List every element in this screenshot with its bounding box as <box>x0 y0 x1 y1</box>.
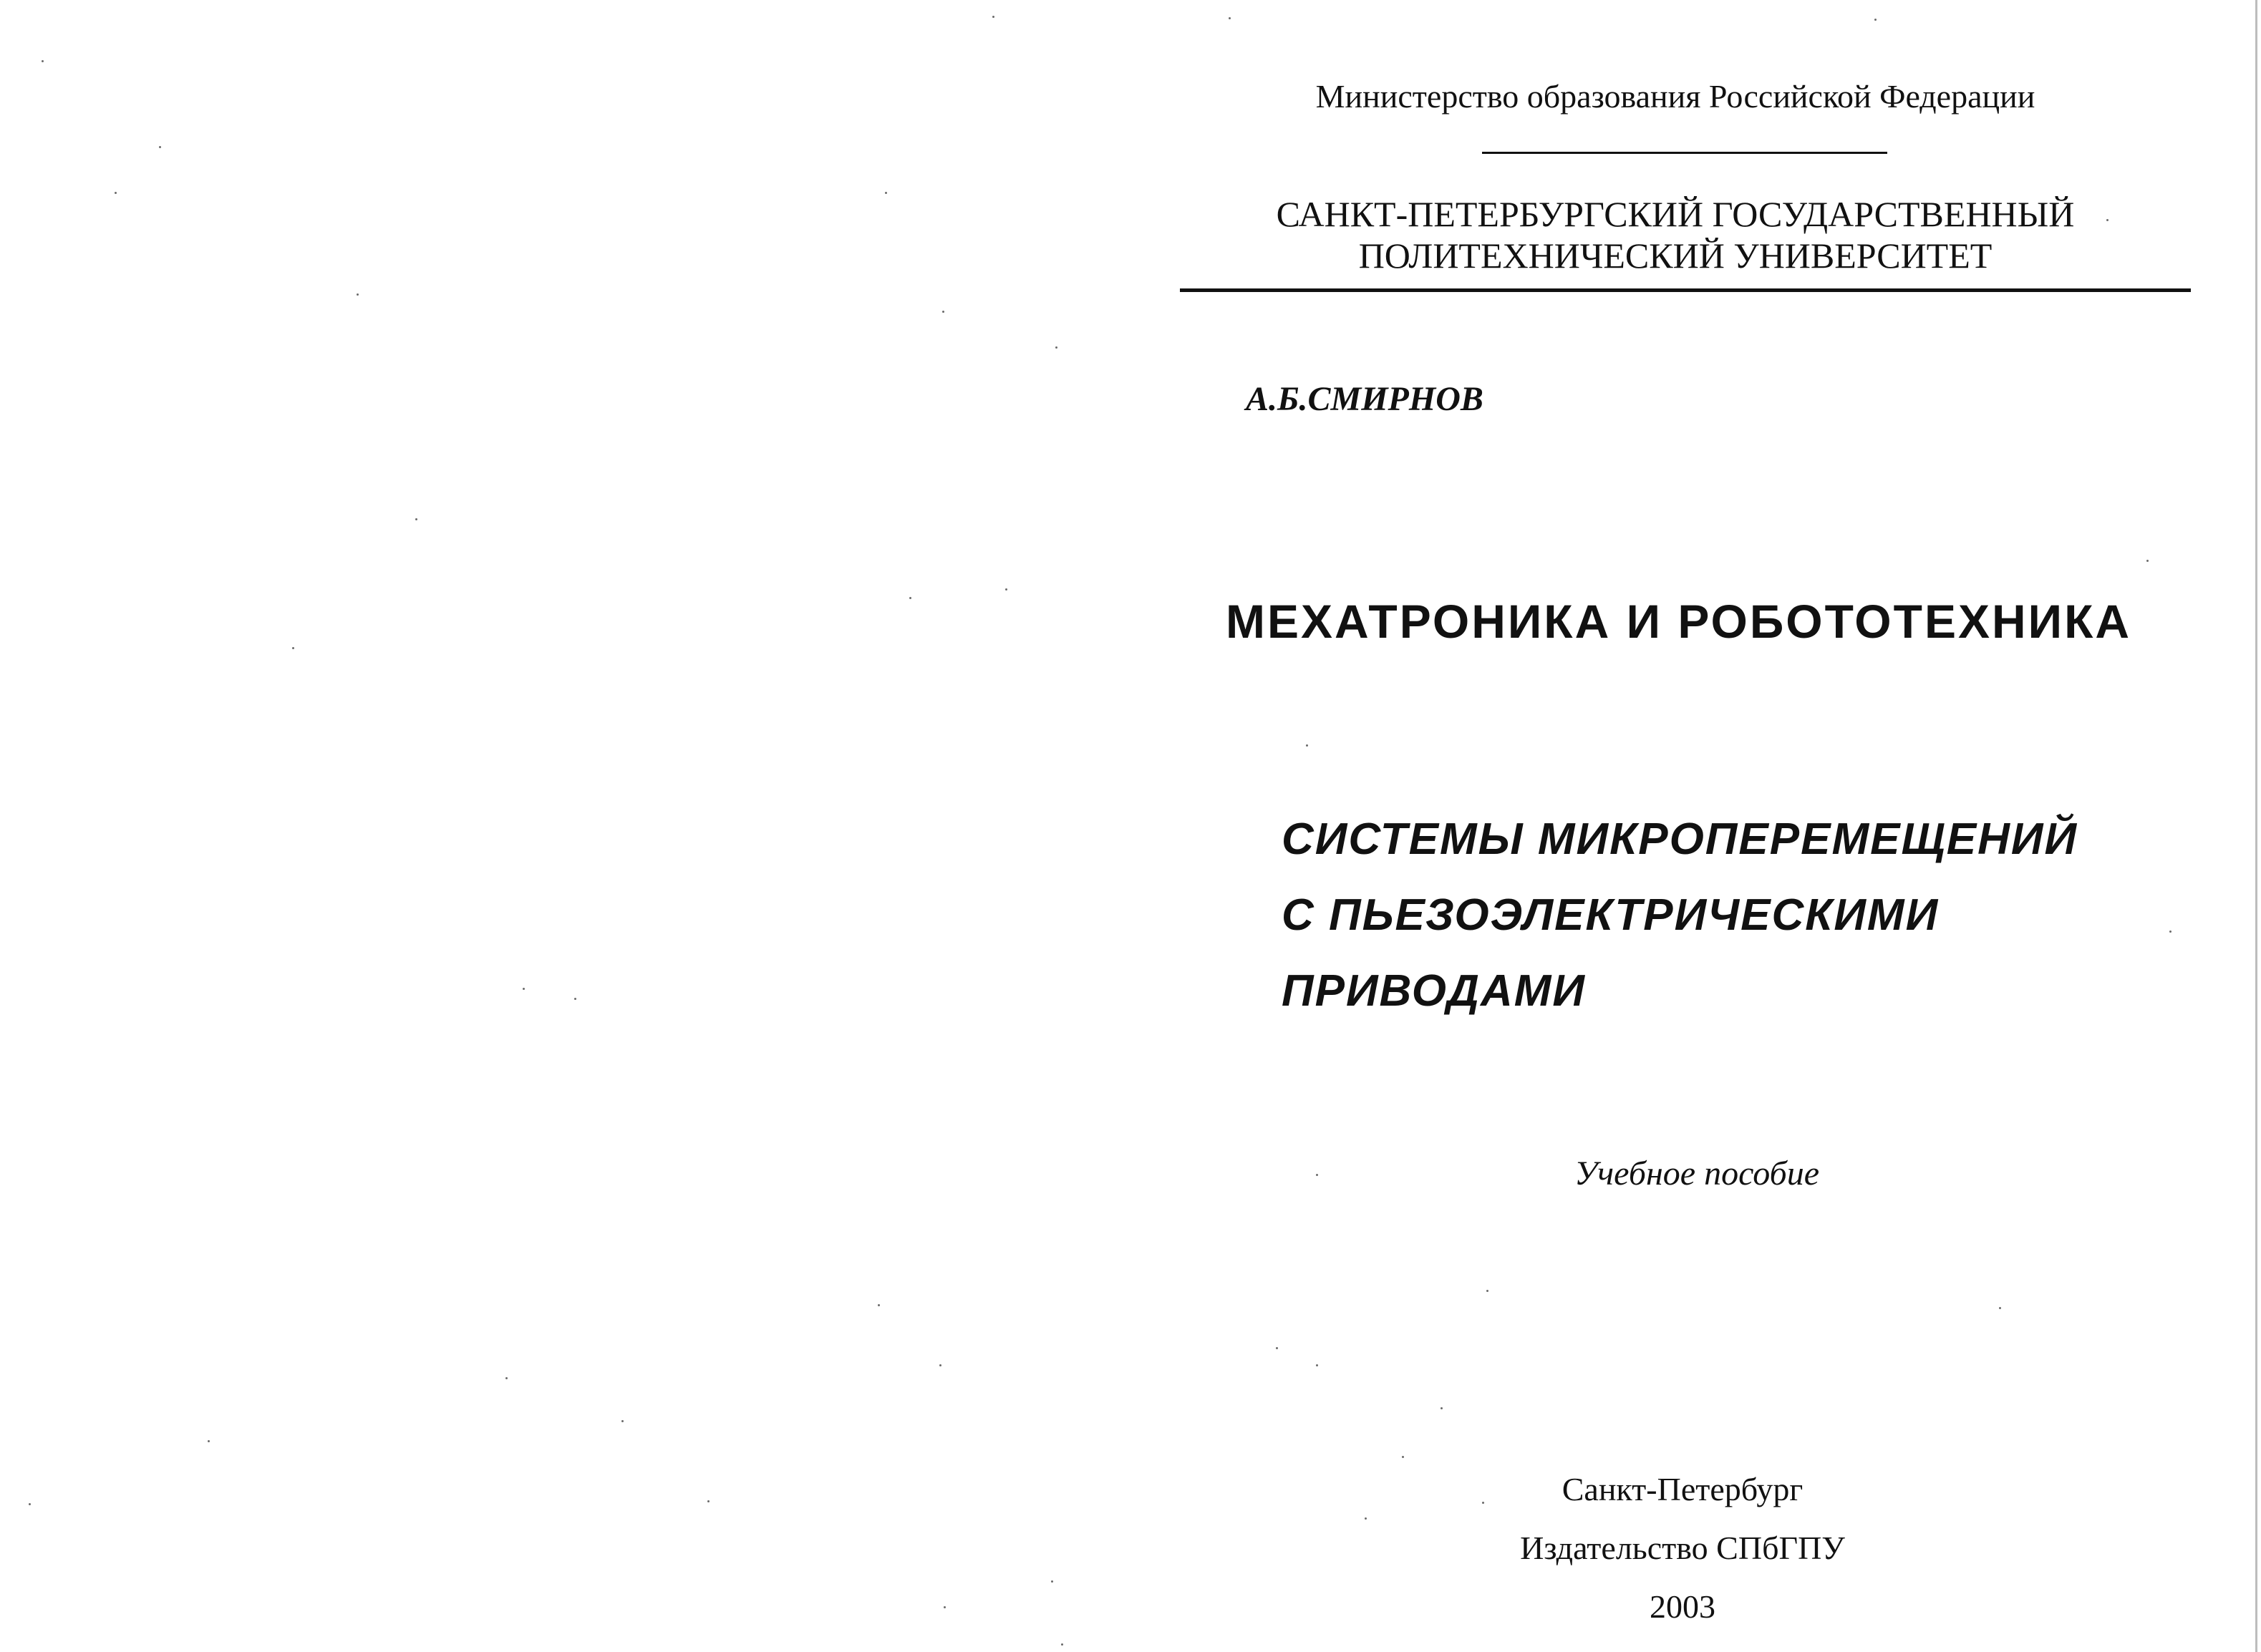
scan-speck <box>1874 19 1877 21</box>
imprint-city: Санкт-Петербург <box>1562 1471 1804 1507</box>
scan-speck <box>878 1304 880 1306</box>
book-title-line-2: С ПЬЕЗОЭЛЕКТРИЧЕСКИМИ <box>1282 890 1940 940</box>
scan-speck <box>1051 1580 1053 1583</box>
university-name <box>1246 193 2105 276</box>
scan-speck <box>885 192 887 194</box>
scan-speck <box>208 1440 210 1442</box>
scan-speck <box>505 1377 508 1379</box>
scan-speck <box>1365 1517 1367 1520</box>
book-title-line-3: ПРИВОДАМИ <box>1282 966 1586 1016</box>
scan-speck <box>1316 1364 1318 1366</box>
scan-speck <box>1402 1456 1404 1458</box>
scan-speck <box>2106 219 2109 221</box>
scan-speck <box>29 1503 31 1505</box>
scan-speck <box>42 60 44 62</box>
imprint-year: 2003 <box>1650 1588 1715 1625</box>
ministry-line: Министерство образования Российской Федерации <box>1315 78 2035 115</box>
scan-speck <box>707 1500 710 1502</box>
scan-speck <box>1276 1347 1278 1349</box>
scan-speck <box>942 311 944 313</box>
book-title <box>1282 802 2078 1029</box>
scan-speck <box>621 1420 624 1422</box>
scan-speck <box>1061 1643 1063 1646</box>
book-title-line-1: СИСТЕМЫ МИКРОПЕРЕМЕЩЕНИЙ <box>1282 815 2078 864</box>
scan-speck <box>415 518 417 520</box>
university-line-2: ПОЛИТЕХНИЧЕСКИЙ УНИВЕРСИТЕТ <box>1358 235 1993 276</box>
scan-speck <box>1486 1290 1488 1292</box>
scan-speck <box>944 1606 946 1608</box>
scan-speck <box>115 192 117 194</box>
header-divider <box>1180 288 2191 292</box>
short-divider <box>1482 152 1887 154</box>
scan-speck <box>1441 1407 1443 1409</box>
scan-speck <box>1005 588 1007 591</box>
scan-speck <box>909 597 911 599</box>
series-title: МЕХАТРОНИКА И РОБОТОТЕХНИКА <box>1226 595 2132 648</box>
scan-speck <box>939 1364 941 1366</box>
imprint-publisher: Издательство СПбГПУ <box>1520 1530 1845 1566</box>
author-name: А.Б.СМИРНОВ <box>1246 380 1483 418</box>
scan-speck <box>992 16 994 18</box>
scan-speck <box>1999 1307 2001 1309</box>
imprint <box>1389 1460 1976 1636</box>
scan-speck <box>2146 560 2149 562</box>
scan-speck <box>1055 346 1057 349</box>
university-line-1: САНКТ-ПЕТЕРБУРГСКИЙ ГОСУДАРСТВЕННЫЙ <box>1276 194 2075 234</box>
scan-speck <box>523 988 525 990</box>
scan-speck <box>159 146 161 148</box>
scan-speck <box>2169 931 2172 933</box>
scan-speck <box>292 647 294 649</box>
scan-speck <box>1306 744 1308 747</box>
genre-label: Учебное пособие <box>1574 1155 1820 1192</box>
page-edge <box>2255 0 2257 1652</box>
scan-speck <box>357 293 359 296</box>
scan-speck <box>1229 17 1231 19</box>
scan-speck <box>1316 1174 1318 1176</box>
scan-speck <box>574 998 576 1000</box>
